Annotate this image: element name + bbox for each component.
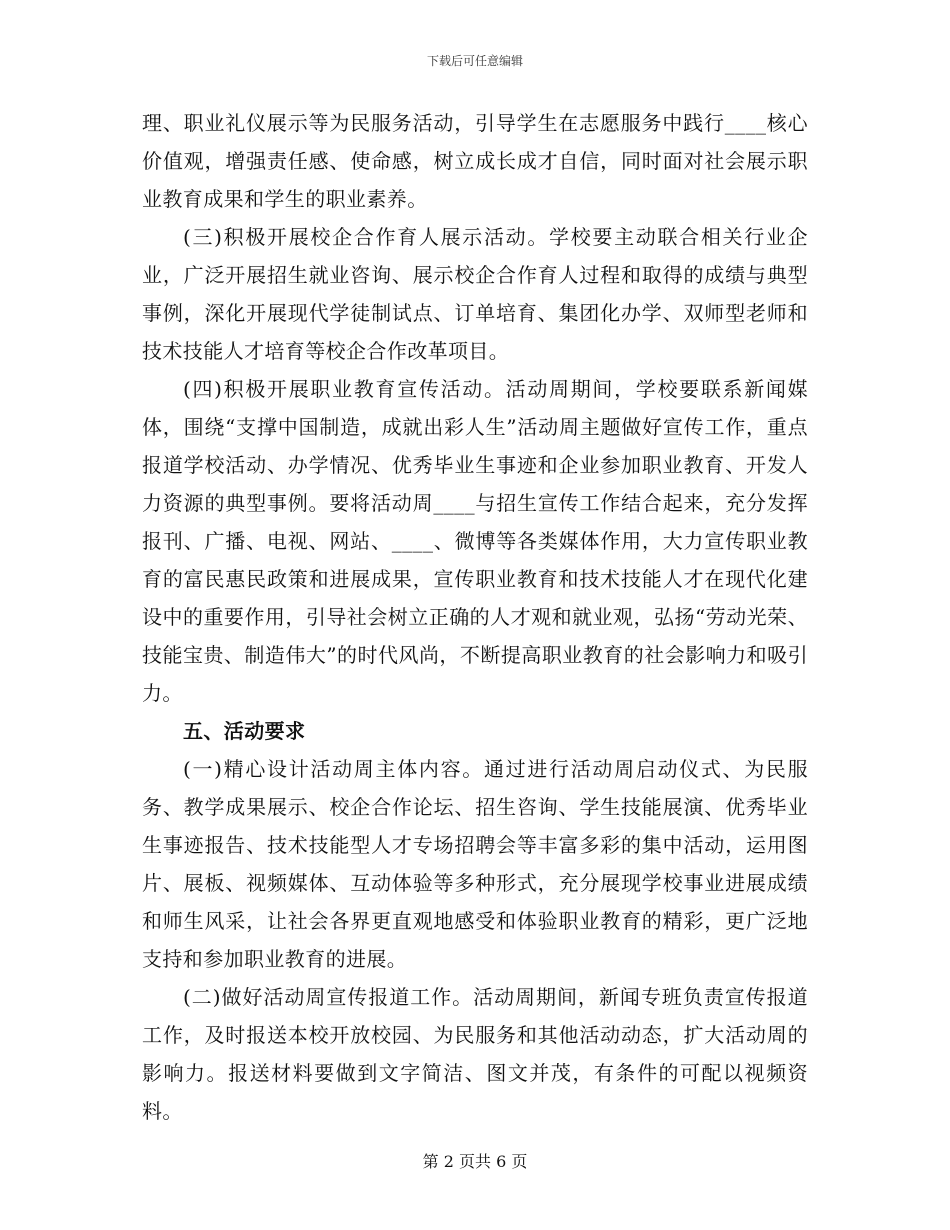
page-number: 第 2 页共 6 页 xyxy=(422,1152,528,1171)
page-header-note: 下载后可任意编辑 xyxy=(426,54,523,68)
paragraph-school-enterprise: (三)积极开展校企合作育人展示活动。学校要主动联合相关行业企业，广泛开展招生就业咨询、展示校企合作育人过程和取得的成绩与典型事例，深化开展现代学徒制试点、订单培育、集团化办学、双师型老师和技术技能人才培育等校企合作改革项目。 xyxy=(142,225,808,363)
paragraph-reporting: (二)做好活动周宣传报道工作。活动周期间，新闻专班负责宣传报道工作，及时报送本校开放校园、为民服务和其他活动动态，扩大活动周的影响力。报送材料要做到文字简洁、图文并茂，有条件的可配以视频资料。 xyxy=(142,985,808,1123)
paragraph-activity-content: (一)精心设计活动周主体内容。通过进行活动周启动仪式、为民服务、教学成果展示、校企合作论坛、招生咨询、学生技能展演、优秀毕业生事迹报告、技术技能型人才专场招聘会等丰富多彩的集中活动，运用图片、展板、视频媒体、互动体验等多种形式，充分展现学校事业进展成绩和师生风采，让社会各界更直观地感受和体验职业教育的精彩，更广泛地支持和参加职业教育的进展。 xyxy=(142,757,808,971)
document-body xyxy=(142,104,808,1130)
section-heading-requirements: 五、活动要求 xyxy=(183,719,306,743)
paragraph-continued: 理、职业礼仪展示等为民服务活动，引导学生在志愿服务中践行____核心价值观，增强责任感、使命感，树立成长成才自信，同时面对社会展示职业教育成果和学生的职业素养。 xyxy=(142,111,808,211)
paragraph-publicity: (四)积极开展职业教育宣传活动。活动周期间，学校要联系新闻媒体，围绕“支撑中国制造，成就出彩人生”活动周主题做好宣传工作，重点报道学校活动、办学情况、优秀毕业生事迹和企业参加职业教育、开发人力资源的典型事例。要将活动周____与招生宣传工作结合起来，充分发挥报刊、广播、电视、网站、____、微博等各类媒体作用，大力宣传职业教育的富民惠民政策和进展成果，宣传职业教育和技术技能人才在现代化建设中的重要作用，引导社会树立正确的人才观和就业观，弘扬“劳动光荣、技能宝贵、制造伟大”的时代风尚，不断提高职业教育的社会影响力和吸引力。 xyxy=(142,377,808,705)
